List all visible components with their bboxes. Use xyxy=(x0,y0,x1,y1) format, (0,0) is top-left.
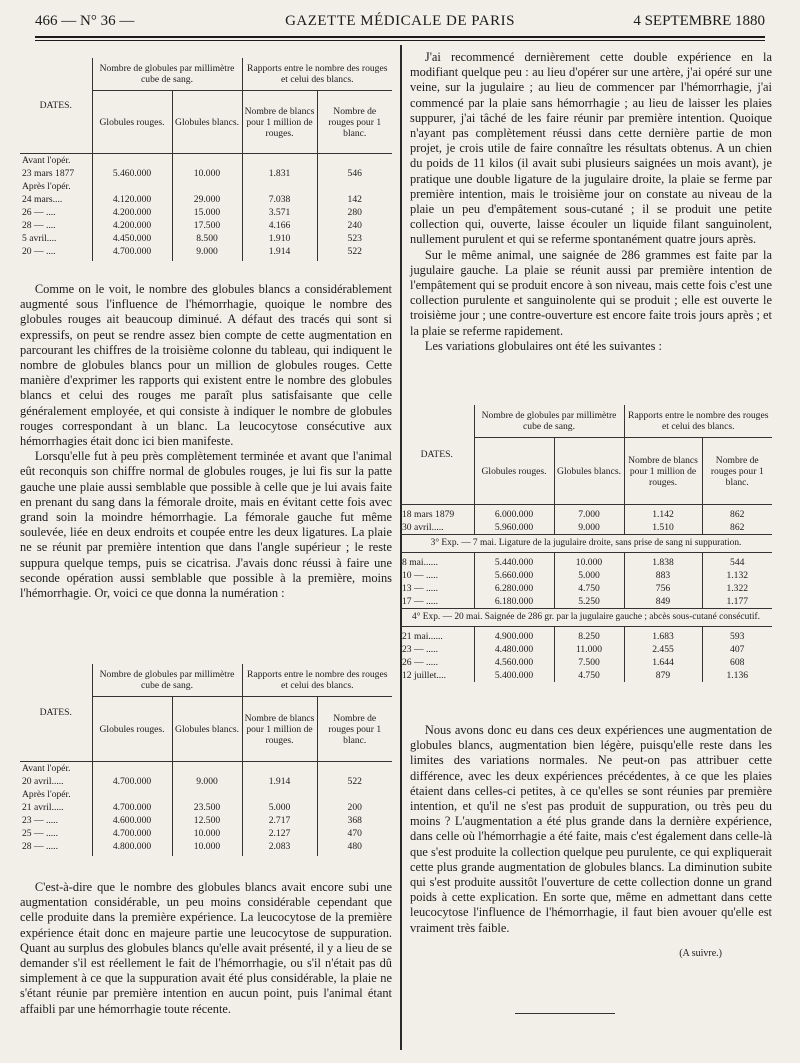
section-row xyxy=(20,762,392,776)
cell-date: 20 avril..... xyxy=(20,775,92,788)
cell-rouges: 4.480.000 xyxy=(474,643,554,656)
table-3-exp4 xyxy=(400,609,772,627)
cell-blancs: 4.750 xyxy=(554,582,624,595)
cell-ratio1: 1.838 xyxy=(624,553,702,570)
cell-ratio1: 883 xyxy=(624,569,702,582)
table-row xyxy=(20,219,392,232)
dates-header: DATES. xyxy=(20,58,92,154)
cell-blancs: 11.000 xyxy=(554,643,624,656)
cell-date: 24 mars.... xyxy=(20,193,92,206)
cell-blancs: 15.000 xyxy=(172,206,242,219)
cell-blancs: 5.250 xyxy=(554,595,624,609)
cell-ratio2: 862 xyxy=(730,522,745,533)
cell-ratio1: 756 xyxy=(624,582,702,595)
globules-group-header: Nombre de globules par millimètre cube de sang. xyxy=(474,405,624,438)
table-row xyxy=(20,775,392,788)
cell-ratio2: 280 xyxy=(347,207,362,218)
cell-ratio2: 608 xyxy=(730,657,745,668)
exp4-caption: 4° Exp. — 20 mai. Saignée de 286 gr. par la jugulaire gauche ; abcès sous-cutané consécutif. xyxy=(400,609,772,627)
left-text-bottom xyxy=(20,880,392,1017)
cell-date: 28 — .... xyxy=(20,219,92,232)
cell-blancs: 5.000 xyxy=(554,569,624,582)
cell-blancs: 7.500 xyxy=(554,656,624,669)
table-2 xyxy=(20,664,392,856)
cell-rouges: 4.560.000 xyxy=(474,656,554,669)
rapports-group-header: Rapports entre le nombre des rouges et celui des blancs. xyxy=(242,58,392,91)
cell-date: 12 juillet.... xyxy=(400,669,474,682)
section-row xyxy=(20,154,392,168)
cell-blancs: 12.500 xyxy=(172,814,242,827)
table-3-exp4-rows xyxy=(400,627,772,683)
table-row xyxy=(20,827,392,840)
header-rule-thin xyxy=(35,40,765,41)
cell-blancs: 10.000 xyxy=(554,553,624,570)
col-ratio2-header: Nombre de rouges pour 1 blanc. xyxy=(317,697,392,762)
cell-blancs: 17.500 xyxy=(172,219,242,232)
table-1 xyxy=(20,58,392,261)
cell-ratio1: 4.166 xyxy=(242,219,317,232)
table-3-exp3-rows xyxy=(400,553,772,609)
cell-ratio2: 142 xyxy=(347,194,362,205)
table-3-exp3 xyxy=(400,535,772,553)
cell-date: 8 mai...... xyxy=(400,553,474,570)
cell-rouges: 4.700.000 xyxy=(92,245,172,261)
paragraph: Comme on le voit, le nombre des globules blancs a considérablement augmenté sous l'influence de l'hémorrhagie, quoique le nombre des globules rouges ait beaucoup diminué. A défaut des tracés qui sont si expressifs, on peut se rendre assez bien compte de cette augmentation en parcourant les chiffres de la troisième colonne du tableau, qui indiquent le nombre de globules blancs pour un million de globules rouges. Cette manière d'exprimer les rapports qui existent entre le nombre des globules blancs et celui des rouges me paraît plus satisfaisante que celle généralement employée, et qui consiste à indiquer le nombre de globules rouges correspondant à un blanc. La leucocytose consécutive aux hémorrhagies était donc ici bien manifeste. xyxy=(20,282,392,449)
exp3-caption: 3° Exp. — 7 mai. Ligature de la jugulaire droite, sans prise de sang ni suppuration. xyxy=(400,535,772,553)
page-header xyxy=(35,10,765,32)
cell-ratio2: 522 xyxy=(347,246,362,257)
section-row xyxy=(20,180,392,193)
cell-rouges: 6.180.000 xyxy=(474,595,554,609)
cell-rouges: 5.960.000 xyxy=(474,521,554,535)
cell-ratio1: 1.142 xyxy=(624,505,702,522)
globules-group-header: Nombre de globules par millimètre cube de sang. xyxy=(92,58,242,91)
table-row xyxy=(20,814,392,827)
cell-ratio2: 593 xyxy=(730,631,745,642)
globules-group-header: Nombre de globules par millimètre cube de sang. xyxy=(92,664,242,697)
cell-ratio1: 1.683 xyxy=(624,627,702,644)
col-blancs-header: Globules blancs. xyxy=(172,697,242,762)
cell-ratio1: 7.038 xyxy=(242,193,317,206)
dates-header: DATES. xyxy=(400,405,474,505)
cell-date: 23 mars 1877 xyxy=(20,167,92,180)
table-row xyxy=(400,569,772,582)
col-ratio1-header: Nombre de blancs pour 1 million de rouges. xyxy=(624,438,702,505)
col-ratio2-header: Nombre de rouges pour 1 blanc. xyxy=(317,91,392,154)
cell-ratio1: 1.831 xyxy=(242,167,317,180)
cell-ratio1: 1.914 xyxy=(242,245,317,261)
table-row xyxy=(20,840,392,856)
cell-rouges: 5.400.000 xyxy=(474,669,554,682)
col-ratio1-header: Nombre de blancs pour 1 million de rouges. xyxy=(242,697,317,762)
cell-date: 17 — ..... xyxy=(400,595,474,609)
cell-ratio2: 407 xyxy=(730,644,745,655)
cell-ratio1: 2.717 xyxy=(242,814,317,827)
cell-ratio2: 1.322 xyxy=(726,583,749,594)
journal-title: GAZETTE MÉDICALE DE PARIS xyxy=(285,13,515,29)
cell-blancs: 9.000 xyxy=(554,521,624,535)
cell-blancs: 10.000 xyxy=(172,840,242,856)
right-text-top xyxy=(410,50,772,354)
cell-ratio2: 546 xyxy=(347,168,362,179)
cell-ratio2: 862 xyxy=(730,509,745,520)
table-row xyxy=(400,643,772,656)
table-row xyxy=(400,595,772,609)
paragraph: J'ai recommencé dernièrement cette double expérience en la modifiant quelque peu : au lieu d'opérer sur une artère, j'ai opéré sur une veine, sur la jugulaire ; au lieu de commencer par l'hémorrhagie, j'ai commencé par la plaie sans hémorrhagie ; au lieu de laisser les plaies suppurer, j'ai tâché de les faire réunir par première intention. Quoique n'ayant pas complètement réussi dans cette dernière partie de mon projet, je crois utile de faire connaître les résultats obtenus. A un chien du poids de 11 kilos (il avait subi plusieurs saignées un mois avant), je pratique une double ligature de la jugulaire droite, la plaie se ferme par première intention, mais le troisième jour on constate au niveau de la plaie un peu d'empâtement sous-cutané ; il se produit une petite collection qui, ouverte, laisse écouler un liquide filant sanguinolent, nullement purulent et qui se referme spontanément quatre jours après. xyxy=(410,50,772,247)
table-row xyxy=(400,582,772,595)
issue-date: 4 SEPTEMBRE 1880 xyxy=(633,13,765,29)
cell-date: 18 mars 1879 xyxy=(400,505,474,522)
cell-date: 20 — .... xyxy=(20,245,92,261)
table-3 xyxy=(400,405,772,682)
cell-date: 13 — ..... xyxy=(400,582,474,595)
cell-blancs: 4.750 xyxy=(554,669,624,682)
cell-ratio2: 522 xyxy=(347,776,362,787)
table-row xyxy=(20,167,392,180)
cell-blancs: 9.000 xyxy=(172,775,242,788)
cell-ratio1: 1.510 xyxy=(624,521,702,535)
cell-ratio2: 240 xyxy=(347,220,362,231)
cell-ratio1: 5.000 xyxy=(242,801,317,814)
cell-date: 30 avril..... xyxy=(400,521,474,535)
cell-ratio1: 1.914 xyxy=(242,775,317,788)
cell-rouges: 6.280.000 xyxy=(474,582,554,595)
cell-ratio1: 879 xyxy=(624,669,702,682)
cell-ratio2: 1.177 xyxy=(726,596,749,607)
cell-rouges: 4.600.000 xyxy=(92,814,172,827)
paragraph: Lorsqu'elle fut à peu près complètement terminée et avant que l'animal eût reconquis son chiffre normal de globules rouges, je lui fis sur la patte gauche une plaie aussi semblable que possible à celle que je lui avais faite en prenant du sang dans la fémorale droite, mais en évitant cette fois avec grand soin la moindre hémorrhagie. La fémorale gauche fut même soulevée, liée en deux endroits et coupée entre les deux ligatures. La plaie ne se réunit par première intention que dans l'angle supérieur ; le reste suppura quelque temps, puis se cicatrisa. J'avais donc réussi à faire une seconde opération aussi semblable que possible à la première, moins l'hémorrhagie. Or, voici ce que donna la numération : xyxy=(20,449,392,601)
rapports-group-header: Rapports entre le nombre des rouges et celui des blancs. xyxy=(624,405,772,438)
paragraph: Nous avons donc eu dans ces deux expériences une augmentation de globules blancs, augmentation bien légère, puisqu'elle reste dans les limites des variations normales. Ne peut-on pas attribuer cette différence, avec les deux expériences précédentes, à ce que les plaies étaient dans celles-ci petites, à ce qu'elles se sont réunies par première intention, et qu'il ne s'est pas produit de suppuration, ou très peu du moins ? L'augmentation a été plus grande dans la dernière expérience, dans celle où l'hémorrhagie a été faite, mais c'est également dans celle-là que s'est produite la collection quelque peu purulente, ce qui expliquerait cette plus grande augmentation de globules blancs. La diminution subite qui s'est produite aussitôt l'ouverture de cette collection donne un grand poids à cette explication. En sorte que, même en admettant dans cette leucocytose l'influence de l'hémorrhagie, il faut bien avouer qu'elle est vraiment très faible. xyxy=(410,723,772,935)
cell-blancs: 29.000 xyxy=(172,193,242,206)
cell-ratio1: 2.083 xyxy=(242,840,317,856)
cell-blancs: 10.000 xyxy=(172,827,242,840)
col-ratio1-header: Nombre de blancs pour 1 million de rouges. xyxy=(242,91,317,154)
table-row xyxy=(20,245,392,261)
cell-ratio1: 3.571 xyxy=(242,206,317,219)
table-row xyxy=(20,801,392,814)
paragraph: Les variations globulaires ont été les suivantes : xyxy=(424,338,662,353)
cell-blancs: 8.500 xyxy=(172,232,242,245)
right-text-bottom xyxy=(410,723,772,961)
cell-rouges: 4.900.000 xyxy=(474,627,554,644)
cell-date: 5 avril.... xyxy=(20,232,92,245)
page-number: 466 — N° 36 — xyxy=(35,13,135,29)
cell-ratio1: 1.910 xyxy=(242,232,317,245)
cell-rouges: 4.120.000 xyxy=(92,193,172,206)
cell-rouges: 4.200.000 xyxy=(92,206,172,219)
end-rule xyxy=(515,1013,615,1014)
section-label: Avant l'opér. xyxy=(20,154,92,168)
header-rule-thick xyxy=(35,36,765,38)
section-label: Après l'opér. xyxy=(20,788,92,801)
left-text-top xyxy=(20,282,392,601)
cell-rouges: 4.700.000 xyxy=(92,775,172,788)
cell-blancs: 10.000 xyxy=(172,167,242,180)
cell-date: 21 mai...... xyxy=(400,627,474,644)
cell-ratio1: 2.455 xyxy=(624,643,702,656)
cell-blancs: 7.000 xyxy=(554,505,624,522)
cell-blancs: 9.000 xyxy=(172,245,242,261)
table-row xyxy=(400,627,772,644)
cell-ratio2: 1.136 xyxy=(726,670,749,681)
table-row xyxy=(20,193,392,206)
cell-rouges: 6.000.000 xyxy=(474,505,554,522)
col-rouges-header: Globules rouges. xyxy=(474,438,554,505)
cell-blancs: 8.250 xyxy=(554,627,624,644)
cell-rouges: 4.800.000 xyxy=(92,840,172,856)
cell-date: 23 — ..... xyxy=(400,643,474,656)
col-ratio2-header: Nombre de rouges pour 1 blanc. xyxy=(702,438,772,505)
cell-ratio2: 368 xyxy=(347,815,362,826)
to-be-continued: (A suivre.) xyxy=(679,947,722,959)
cell-rouges: 4.450.000 xyxy=(92,232,172,245)
section-label: Avant l'opér. xyxy=(20,762,92,776)
table-row xyxy=(20,206,392,219)
table-1-body xyxy=(20,154,392,262)
section-row xyxy=(20,788,392,801)
dates-header: DATES. xyxy=(20,664,92,762)
table-row xyxy=(400,553,772,570)
cell-date: 26 — .... xyxy=(20,206,92,219)
cell-rouges: 4.700.000 xyxy=(92,801,172,814)
cell-date: 25 — ..... xyxy=(20,827,92,840)
cell-rouges: 4.700.000 xyxy=(92,827,172,840)
cell-ratio1: 849 xyxy=(624,595,702,609)
table-row xyxy=(20,232,392,245)
cell-ratio1: 2.127 xyxy=(242,827,317,840)
cell-ratio1: 1.644 xyxy=(624,656,702,669)
section-label: Après l'opér. xyxy=(20,180,92,193)
cell-ratio2: 470 xyxy=(347,828,362,839)
paragraph: Sur le même animal, une saignée de 286 grammes est faite par la jugulaire gauche. La plaie se réunit aussi par première intention de l'empâtement qui se produit encore à son niveau, mais cette fois c'est une collection purulente et sanguinolente qui se produit ; elle est ouverte le troisième jour ; une contre-ouverture est encore faite trois jours après ; et la plaie se referme rapidement. xyxy=(410,247,772,338)
cell-ratio2: 1.132 xyxy=(726,570,749,581)
cell-date: 23 — ..... xyxy=(20,814,92,827)
col-rouges-header: Globules rouges. xyxy=(92,697,172,762)
cell-blancs: 23.500 xyxy=(172,801,242,814)
cell-ratio2: 480 xyxy=(347,841,362,852)
col-blancs-header: Globules blancs. xyxy=(554,438,624,505)
table-row xyxy=(400,669,772,682)
rapports-group-header: Rapports entre le nombre des rouges et celui des blancs. xyxy=(242,664,392,697)
table-2-body xyxy=(20,762,392,857)
cell-ratio2: 523 xyxy=(347,233,362,244)
cell-date: 28 — ..... xyxy=(20,840,92,856)
cell-rouges: 5.660.000 xyxy=(474,569,554,582)
cell-rouges: 5.460.000 xyxy=(92,167,172,180)
paragraph: C'est-à-dire que le nombre des globules blancs avait encore subi une augmentation considérable, un peu moins considérable cependant que celle produite dans la première expérience. La leucocytose de la première expérience était donc en majeure partie une leucocytose de suppuration. Quant au surplus des globules blancs qu'elle avait présenté, il y a lieu de se demander s'il est réellement le fait de l'hémorrhagie, ou s'il n'était pas dû simplement à ce que la suppuration avait été plus considérable, la plaie ne s'étant réunie par première intention en aucun point, puis l'animal étant affaibli par une hémorrhagie toute récente. xyxy=(20,880,392,1016)
table-row xyxy=(400,521,772,535)
table-row xyxy=(400,505,772,522)
cell-date: 21 avril..... xyxy=(20,801,92,814)
col-blancs-header: Globules blancs. xyxy=(172,91,242,154)
cell-date: 26 — ..... xyxy=(400,656,474,669)
col-rouges-header: Globules rouges. xyxy=(92,91,172,154)
cell-ratio2: 544 xyxy=(730,557,745,568)
cell-rouges: 4.200.000 xyxy=(92,219,172,232)
table-3-baseline xyxy=(400,505,772,535)
cell-ratio2: 200 xyxy=(347,802,362,813)
cell-rouges: 5.440.000 xyxy=(474,553,554,570)
cell-date: 10 — ..... xyxy=(400,569,474,582)
table-row xyxy=(400,656,772,669)
